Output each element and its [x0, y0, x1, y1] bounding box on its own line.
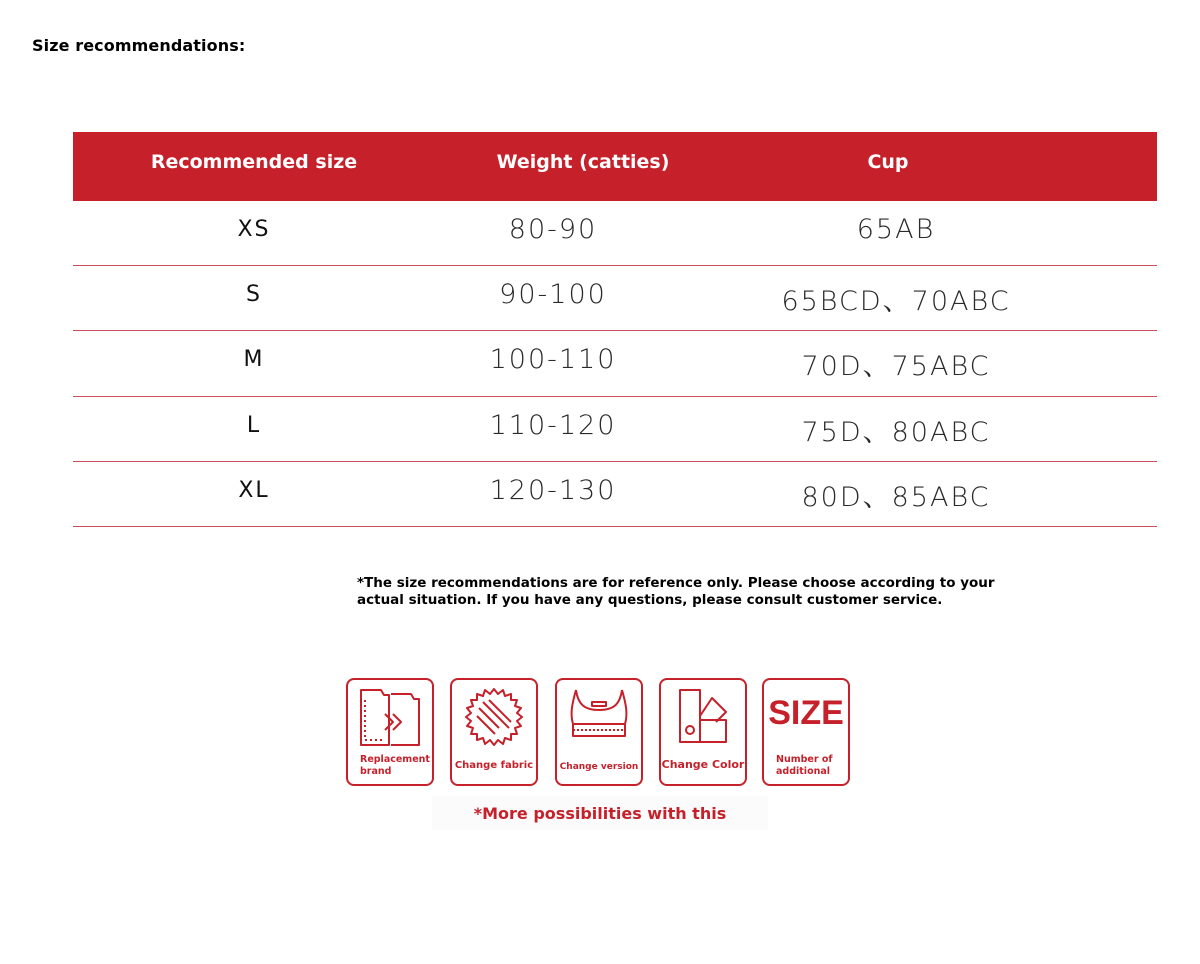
service-card-size: [762, 678, 850, 786]
service-label: Number of additional: [776, 754, 833, 777]
change-fabric-icon: [461, 686, 527, 748]
weight-cell: 90-100: [499, 279, 607, 310]
size-table: [73, 132, 1157, 527]
column-header-cup: Cup: [867, 151, 909, 173]
service-card-change-color: [659, 678, 747, 786]
table-row: [73, 397, 1157, 462]
service-card-change-version: [555, 678, 643, 786]
cup-cell: 80D、85ABC: [801, 482, 991, 513]
change-color-icon: [670, 686, 736, 748]
cup-cell: 65AB: [856, 214, 936, 245]
cup-cell: 65BCD、70ABC: [781, 286, 1011, 317]
table-row: [73, 201, 1157, 266]
more-possibilities-text: *More possibilities with this: [473, 804, 727, 823]
weight-cell: 80-90: [508, 214, 598, 245]
size-icon: SIZE: [768, 694, 844, 732]
table-row: [73, 331, 1157, 397]
more-possibilities-banner: [432, 796, 768, 830]
size-cell: L: [246, 413, 262, 438]
service-label: Replacement brand: [360, 754, 430, 777]
table-row: [73, 266, 1157, 331]
weight-cell: 120-130: [489, 475, 617, 506]
size-cell: XS: [237, 217, 271, 242]
column-header-weight: Weight (catties): [496, 151, 670, 173]
cup-cell: 75D、80ABC: [801, 417, 991, 448]
size-cell: M: [243, 347, 265, 372]
column-header-size: Recommended size: [150, 151, 358, 173]
replacement-brand-icon: [355, 686, 425, 748]
size-cell: XL: [238, 478, 270, 503]
size-disclaimer: *The size recommendations are for reference only. Please choose according to your actual situation. If you have any questions, please consult customer service.: [357, 575, 995, 608]
table-header: [73, 132, 1157, 201]
table-row: [73, 462, 1157, 527]
page-title: Size recommendations:: [32, 36, 246, 55]
service-label: Change fabric: [454, 760, 534, 771]
service-label: Change version: [559, 762, 639, 772]
weight-cell: 110-120: [489, 410, 617, 441]
weight-cell: 100-110: [489, 344, 617, 375]
change-version-icon: [566, 686, 632, 748]
cup-cell: 70D、75ABC: [801, 351, 991, 382]
service-card-change-fabric: [450, 678, 538, 786]
service-card-replacement-brand: [346, 678, 434, 786]
service-label: Change Color: [661, 758, 745, 771]
size-cell: S: [246, 282, 262, 307]
